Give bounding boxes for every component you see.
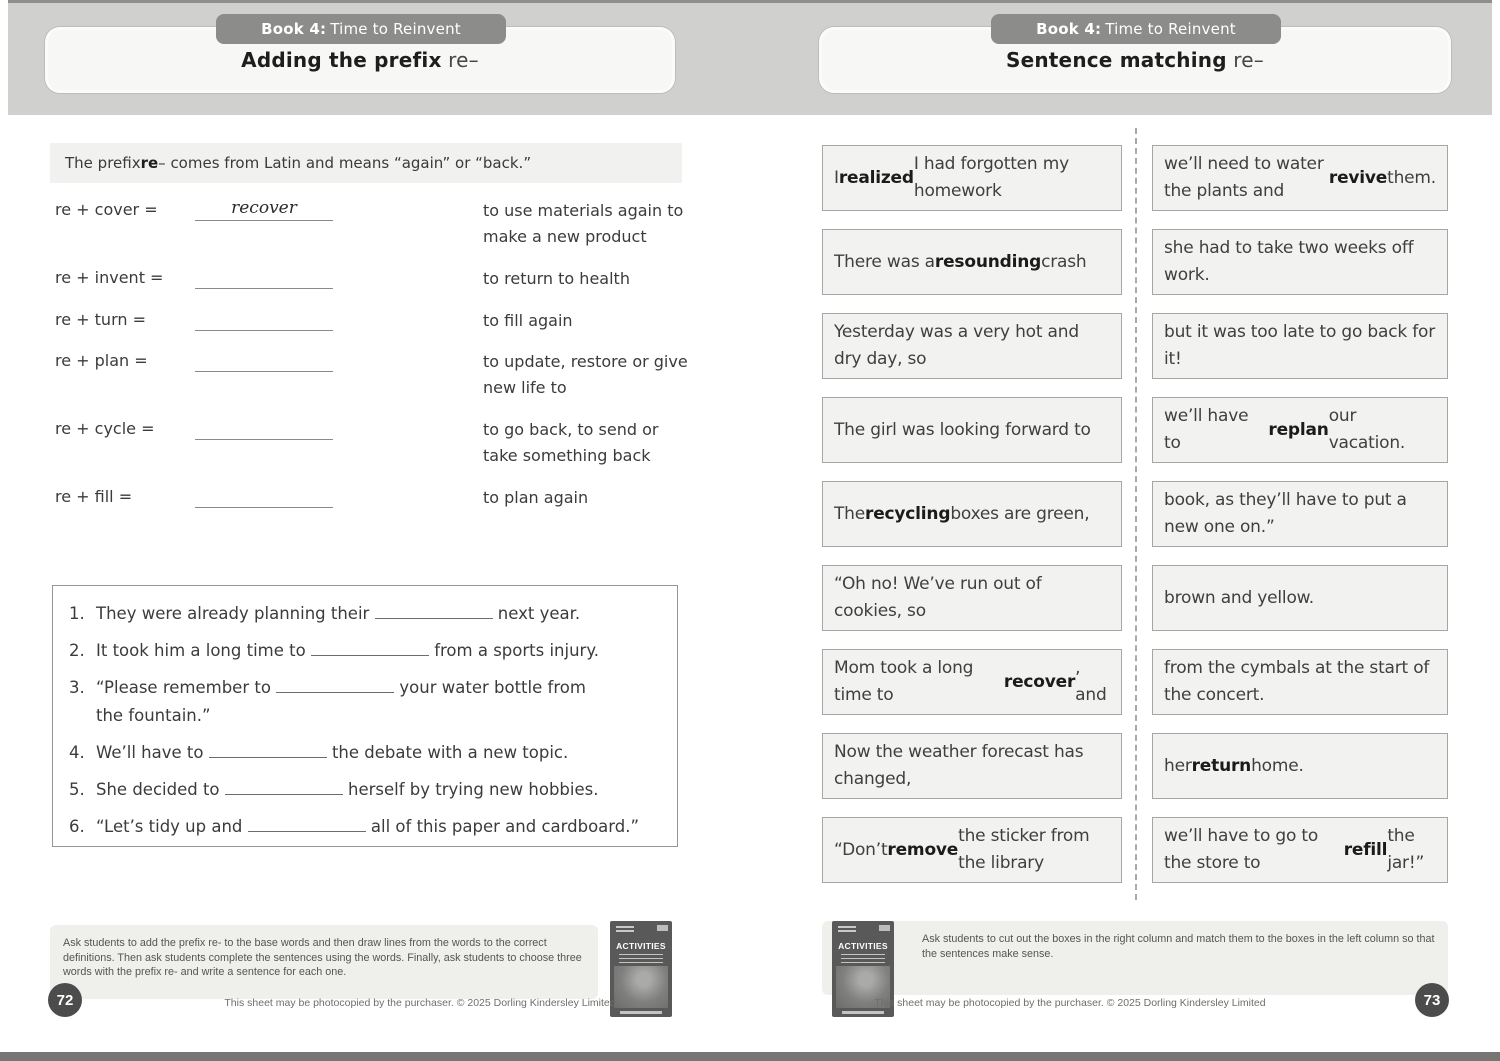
match-box: “Don’t remove the sticker from the library [822,817,1122,883]
sentence-item [69,674,663,730]
fill-in-sentences-box [52,585,678,847]
handwritten-answer: recover [231,198,297,218]
book-badge: Book 4: Time to Reinvent [991,14,1281,44]
cover-bottom-strip [842,1011,884,1014]
answer-line [195,308,333,331]
answer-line [195,485,333,508]
prefix-equation: re + turn = [55,310,146,329]
prefix-exercise [55,198,695,527]
sentence-number: 3. [69,678,85,697]
definition-text: to use materials again to make a new product [483,201,684,246]
cover-subtitle-lines [619,954,663,965]
sentence-text: They were already planning their next year. [96,604,581,623]
match-box: from the cymbals at the start of the concert. [1152,649,1448,715]
prefix-row [55,198,695,266]
prefix-equation: re + plan = [55,351,148,370]
book-badge: Book 4: Time to Reinvent [216,14,506,44]
teacher-instructions: Ask students to cut out the boxes in the right column and match them to the boxes in the left column so that the sentences make sense. [822,921,1448,995]
match-column-left [822,145,1122,901]
cover-bottom-strip [620,1011,662,1014]
bottom-edge-bar [0,1052,1500,1061]
sentence-item [69,813,663,841]
prefix-equation: re + cover = [55,200,158,219]
prefix-row [55,485,695,527]
prefix-row [55,349,695,417]
match-box: “Oh no! We’ve run out of cookies, so [822,565,1122,631]
prefix-row [55,266,695,308]
sentence-text: It took him a long time to from a sports injury. [96,641,599,660]
match-box: we’ll have to replan our vacation. [1152,397,1448,463]
answer-line [195,349,333,372]
page-left [0,0,750,1052]
worksheet-title: Sentence matching re– [1005,48,1264,72]
definition-text: to go back, to send or take something back [483,420,659,465]
page-number-badge: 72 [48,983,82,1017]
answer-blank [248,816,366,832]
sentence-item [69,776,663,804]
match-box: she had to take two weeks off work. [1152,229,1448,295]
sentence-number: 4. [69,743,85,762]
sentence-number: 6. [69,817,85,836]
match-box: Mom took a long time to recover , and [822,649,1122,715]
match-column-right [1152,145,1448,901]
answer-blank [209,742,327,758]
prefix-row [55,308,695,349]
sentence-item [69,739,663,767]
cover-logo-lines [616,926,634,928]
match-box: There was a resounding crash [822,229,1122,295]
teacher-instructions: Ask students to add the prefix re- to the base words and then draw lines from the words to the correct definitions. Then ask students complete the sentences using the words. Finally, ask students to choose three words with the prefix re- and write a sentence for each one. [50,925,598,999]
match-box: Now the weather forecast has changed, [822,733,1122,799]
sentence-number: 1. [69,604,85,623]
match-box: we’ll have to go to the store to refill the jar!” [1152,817,1448,883]
match-box: her return home. [1152,733,1448,799]
cover-corner-tag [657,925,668,931]
cover-title: ACTIVITIES [838,941,888,951]
page-number-badge: 73 [1415,983,1449,1017]
page-right [750,0,1500,1052]
definition-text: to fill again [483,311,573,330]
sentence-text: She decided to herself by trying new hobbies. [96,780,599,799]
definition-text: to update, restore or give new life to [483,352,688,397]
sentence-item [69,600,663,628]
match-box: I realized I had forgotten my homework [822,145,1122,211]
worksheet-title: Adding the prefix re– [241,48,479,72]
match-box: book, as they’ll have to put a new one on.” [1152,481,1448,547]
answer-line [195,266,333,289]
answer-blank [276,677,394,693]
match-box: but it was too late to go back for it! [1152,313,1448,379]
copyright-footer: This sheet may be photocopied by the purchaser. © 2025 Dorling Kindersley Limited [224,997,616,1009]
answer-blank [225,779,343,795]
sentence-number: 5. [69,780,85,799]
match-box: we’ll need to water the plants and revive them. [1152,145,1448,211]
match-box: brown and yellow. [1152,565,1448,631]
cut-line-divider [1135,128,1137,900]
match-box: The girl was looking forward to [822,397,1122,463]
prefix-definition-note: The prefix re – comes from Latin and means “again” or “back.” [50,143,682,183]
answer-line [195,198,333,221]
match-box: The recycling boxes are green, [822,481,1122,547]
prefix-equation: re + fill = [55,487,133,506]
definition-text: to plan again [483,488,589,507]
prefix-equation: re + invent = [55,268,164,287]
sentence-number: 2. [69,641,85,660]
cover-corner-tag [879,925,890,931]
sentence-item [69,637,663,665]
definition-text: to return to health [483,269,630,288]
answer-blank [311,640,429,656]
prefix-row [55,417,695,485]
sentence-text: “Let’s tidy up and all of this paper and cardboard.” [96,817,640,836]
answer-blank [375,603,493,619]
match-box: Yesterday was a very hot and dry day, so [822,313,1122,379]
cover-logo-lines [838,926,856,928]
answer-line [195,417,333,440]
sentence-text: “Please remember to your water bottle from the fountain.” [96,678,586,725]
cover-subtitle-lines [841,954,885,965]
cover-title: ACTIVITIES [616,941,666,951]
copyright-footer: This sheet may be photocopied by the purchaser. © 2025 Dorling Kindersley Limited [874,997,1266,1009]
sentence-text: We’ll have to the debate with a new topic. [96,743,569,762]
prefix-equation: re + cycle = [55,419,155,438]
